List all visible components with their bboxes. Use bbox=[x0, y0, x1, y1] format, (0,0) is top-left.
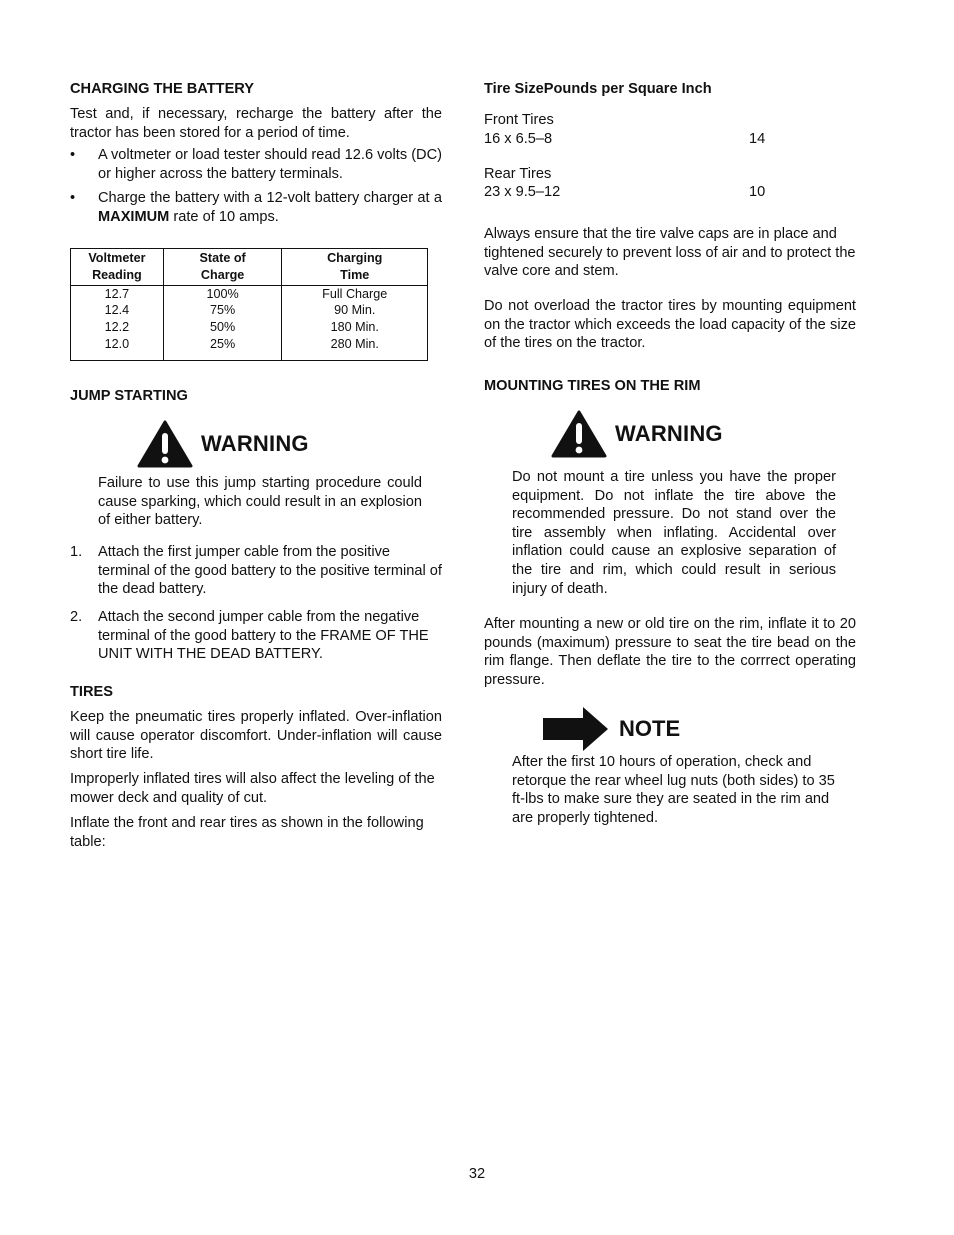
step-number: 2. bbox=[70, 609, 83, 625]
tire-table-heading: Tire SizePounds per Square Inch bbox=[484, 81, 712, 97]
jump-step-2 bbox=[70, 608, 442, 664]
bullet-mark: • bbox=[70, 190, 76, 206]
note-text: After the first 10 hours of operation, check and retorque the rear wheel lug nuts (both sides) to 35 ft-lbs to make sure they are seated in the rim and are properly tightened. bbox=[512, 754, 835, 826]
bullet-voltmeter-text: A voltmeter or load tester should read 12.6 volts (DC) or higher across the battery terminals. bbox=[98, 147, 442, 182]
col-header-time: Charging Time bbox=[282, 249, 428, 286]
front-tire-size: 16 x 6.5–8 bbox=[484, 131, 553, 147]
front-tires-label: Front Tires bbox=[484, 112, 554, 128]
tires-paragraph-2: Improperly inflated tires will also affect the leveling of the mower deck and quality of cut. bbox=[70, 771, 435, 806]
jump-step-1 bbox=[70, 543, 442, 599]
rear-tire-size: 23 x 9.5–12 bbox=[484, 184, 561, 200]
warning-title: WARNING bbox=[201, 430, 309, 456]
maximum-emphasis: MAXIMUM bbox=[98, 208, 170, 225]
rear-tire-psi: 10 bbox=[749, 184, 766, 200]
warning-triangle-icon bbox=[551, 410, 607, 458]
front-tire-row bbox=[484, 130, 856, 149]
state-values: 100% 75% 50% 25% bbox=[163, 285, 282, 360]
charging-table-body-row bbox=[71, 285, 428, 360]
bullet-charger-text: Charge the battery with a 12-volt battery charger at a MAXIMUM rate of 10 amps. bbox=[98, 190, 442, 225]
charging-heading: CHARGING THE BATTERY bbox=[70, 81, 255, 97]
valve-caps-paragraph: Always ensure that the tire valve caps are in place and tightened securely to prevent loss of air and to protect the valve core and stem. bbox=[484, 226, 856, 280]
page-number: 32 bbox=[468, 1166, 486, 1182]
step-text: Attach the second jumper cable from the negative terminal of the good battery to the FRAME OF THE UNIT WITH THE DEAD BATTERY. bbox=[98, 609, 429, 663]
col-header-voltmeter: Voltmeter Reading bbox=[71, 249, 164, 286]
after-mounting-paragraph: After mounting a new or old tire on the rim, inflate it to 20 pounds (maximum) pressure to seat the tire bead on the rim flange. Then deflate the tire to the corrrect operating pressure. bbox=[484, 616, 856, 688]
charging-table-header-row bbox=[71, 249, 428, 286]
rear-tires-label: Rear Tires bbox=[484, 166, 552, 182]
jump-warning-banner bbox=[137, 420, 309, 468]
warning-triangle-icon bbox=[137, 420, 193, 468]
note-banner bbox=[543, 707, 680, 751]
time-values: Full Charge 90 Min. 180 Min. 280 Min. bbox=[282, 285, 428, 360]
tires-heading: TIRES bbox=[70, 684, 113, 700]
mounting-warning-banner bbox=[551, 410, 723, 458]
step-number: 1. bbox=[70, 544, 83, 560]
charging-table bbox=[70, 248, 428, 361]
jump-starting-heading: JUMP STARTING bbox=[70, 388, 188, 404]
col-header-state: State of Charge bbox=[163, 249, 282, 286]
mounting-heading: MOUNTING TIRES ON THE RIM bbox=[484, 378, 701, 394]
bullet-mark: • bbox=[70, 147, 76, 163]
voltmeter-values: 12.7 12.4 12.2 12.0 bbox=[71, 285, 164, 360]
bullet-charger bbox=[70, 189, 442, 226]
tires-paragraph-3: Inflate the front and rear tires as shown in the following table: bbox=[70, 815, 424, 850]
step-text: Attach the first jumper cable from the positive terminal of the good battery to the positive terminal of the dead battery. bbox=[98, 544, 442, 598]
note-title: NOTE bbox=[619, 715, 681, 741]
charging-intro: Test and, if necessary, recharge the battery after the tractor has been stored for a period of time. bbox=[70, 106, 442, 141]
jump-warning-text: Failure to use this jump starting procedure could cause sparking, which could result in an explosion of either battery. bbox=[98, 475, 422, 529]
note-arrow-icon bbox=[543, 707, 609, 751]
warning-title: WARNING bbox=[615, 420, 723, 446]
overload-paragraph: Do not overload the tractor tires by mounting equipment on the tractor which exceeds the load capacity of the size of the tires on the tractor. bbox=[484, 298, 856, 352]
rear-tire-row bbox=[484, 183, 856, 202]
front-tire-psi: 14 bbox=[749, 131, 766, 147]
tires-paragraph-1: Keep the pneumatic tires properly inflated. Over-inflation will cause operator discomfort. Under-inflation will cause short tire life. bbox=[70, 709, 442, 763]
mounting-warning-text: Do not mount a tire unless you have the proper equipment. Do not inflate the tire above the recommended pressure. Do not stand over the tire assembly when inflating. Accidental over inflation could cause an explosive separation of the tire and rim, which could result in serious injury of death. bbox=[512, 469, 836, 597]
bullet-voltmeter bbox=[70, 146, 442, 183]
